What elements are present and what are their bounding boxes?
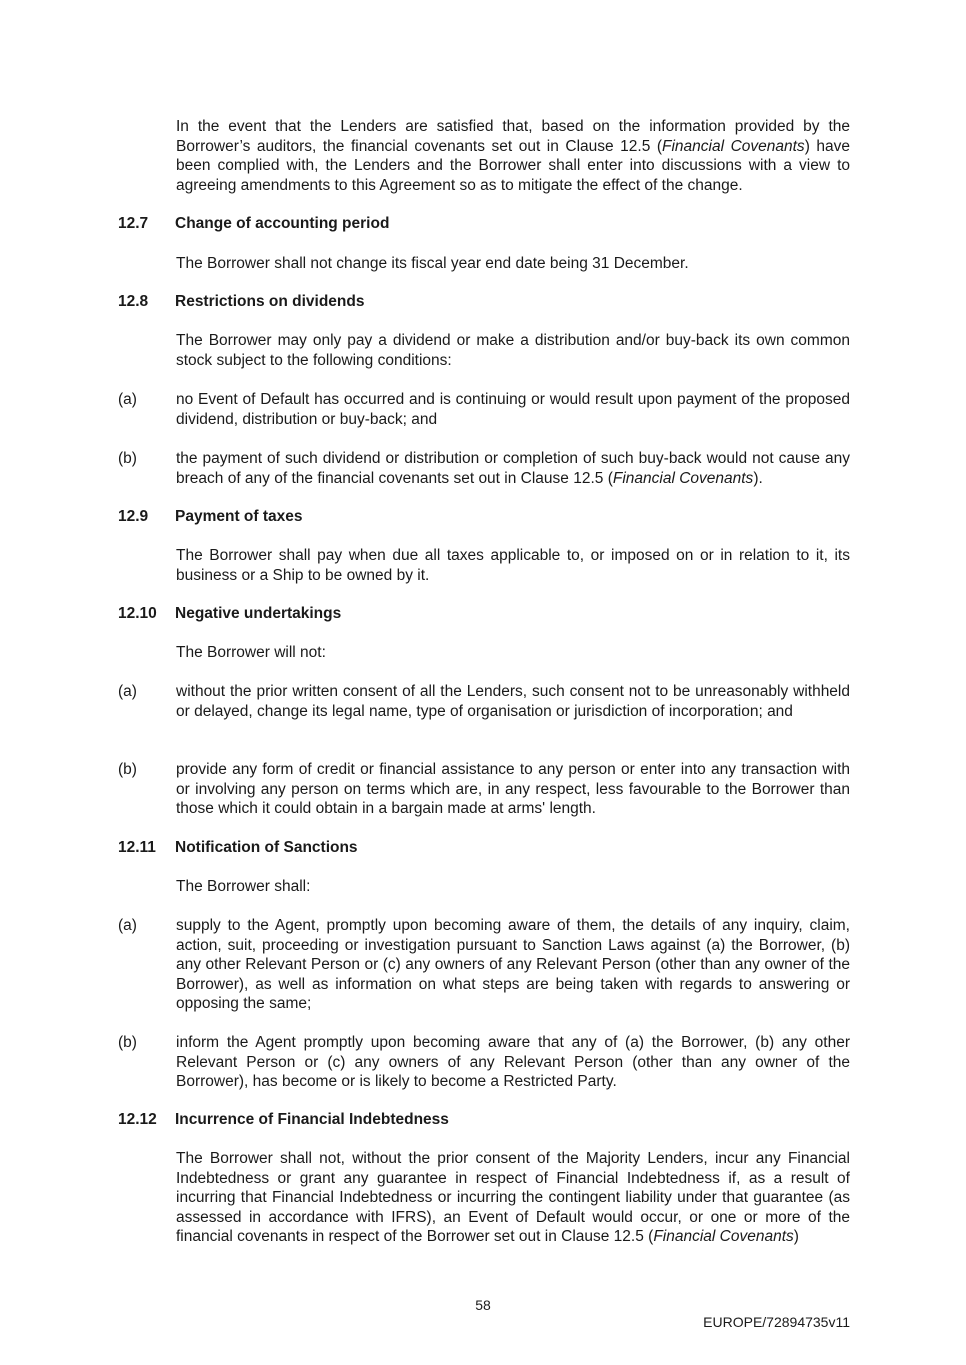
page-number: 58: [475, 1297, 491, 1313]
section-12-10-body: The Borrower will not:: [176, 644, 326, 661]
section-heading-12-8: 12.8 Restrictions on dividends: [118, 293, 365, 310]
section-heading-12-9: 12.9 Payment of taxes: [118, 508, 303, 525]
section-heading-12-12: 12.12 Incurrence of Financial Indebtedness: [118, 1111, 449, 1128]
section-12-7-body: The Borrower shall not change its fiscal year end date being 31 December.: [176, 255, 689, 272]
intro-paragraph: In the event that the Lenders are satisfied that, based on the information provided by the Borrower’s auditors, the financial covenants set out in Clause 12.5 (Financial Covenants) have been complied with, the Lenders and the Borrower shall enter into discussions with a view to agreeing amendments to this Agreement so as to mitigate the effect of the change.: [176, 118, 850, 194]
section-heading-12-7: 12.7 Change of accounting period: [118, 215, 390, 232]
section-heading-12-10: 12.10 Negative undertakings: [118, 605, 342, 622]
section-heading-12-11: 12.11 Notification of Sanctions: [118, 839, 358, 856]
document-reference: EUROPE/72894735v11: [703, 1314, 850, 1330]
document-page: In the event that the Lenders are satisfied that, based on the information provided by the Borrower’s auditors, the financial covenants set out in Clause 12.5 (Financial Covenants) have been complied with, the Lenders and the Borrower shall enter into discussions with a view to agreeing amendments to this Agreement so as to mitigate the effect of the change. 12.7 Change of accounting period The Borrower shall not change its fiscal year end date being 31 December. 12.8 Restrictions on dividends The Borrower may only pay a dividend or make a distribution and/or buy-back its own common stock subject to the following conditions: (a) no Event of Default has occurred and is continuing or would result upon payment of the proposed dividend, distribution or buy-back; and (b) the payment of such dividend or distribution or completion of such buy-back would not cause any breach of any of the financial covenants set out in Clause 12.5 (Financial Covenants). 12.9 Payment of taxes The Borrower shall pay when due all taxes applicable to, or imposed on or in relation to it, its business or a Ship to be owned by it. 12.10 Negative undertakings The Borrower will not: (a) without the prior written consent of all the Lenders, such consent not to be unreasonably withheld or delayed, change its legal name, type of organisation or jurisdiction of incorporation; and (b) provide any form of credit or financial assistance to any person or enter into any transaction with or involving any person on terms which are, in any respect, less favourable to the Borrower than those which it could obtain in a bargain made at arms' length. 12.11 Notification of Sanctions The Borrower shall: (a) supply to the Agent, promptly upon becoming aware of them, the details of any inquiry, claim, action, suit, proceeding or investigation pursuant to Sanction Laws against (a) the Borrower, (b) any other Relevant Person or (c) any owners of any Relevant Person (other than any owner of the Borrower), as well as information on what steps are being taken with regards to answering or opposing the same; (b) inform the Agent promptly upon becoming aware that any of (a) the Borrower, (b) any other Relevant Person or (c) any owners of any Relevant Person (other than any owner of the Borrower), has become or is likely to become a Restricted Party. 12.12 Incurrence of Financial Indebtedness The Borrower shall not, without the prior consent of the Majority Lenders, incur any Financial Indebtedness or grant any guarantee in respect of Financial Indebtedness if, as a result of incurring that Financial Indebtedness or incurring the contingent liability under that guarantee (as assessed in accordance with IFRS), an Event of Default would occur, or one or more of the financial covenants in respect of the Borrower set out in Clause 12.5 (Financial Covenants) 58 EUROPE/72894735v11: [0, 0, 966, 1365]
section-12-9-body: The Borrower shall pay when due all taxes applicable to, or imposed on or in relation to it, its business or a Ship to be owned by it.: [176, 547, 850, 584]
section-12-11-body: The Borrower shall:: [176, 878, 311, 895]
section-12-8-body: The Borrower may only pay a dividend or make a distribution and/or buy-back its own common stock subject to the following conditions:: [176, 332, 850, 369]
section-12-12-body: The Borrower shall not, without the prior consent of the Majority Lenders, incur any Financial Indebtedness or grant any guarantee in respect of Financial Indebtedness if, as a result of incurring that Financial Indebtedness or incurring the contingent liability under that guarantee (as assessed in accordance with IFRS), an Event of Default would occur, or one or more of the financial covenants in respect of the Borrower set out in Clause 12.5 (Financial Covenants): [176, 1150, 850, 1245]
